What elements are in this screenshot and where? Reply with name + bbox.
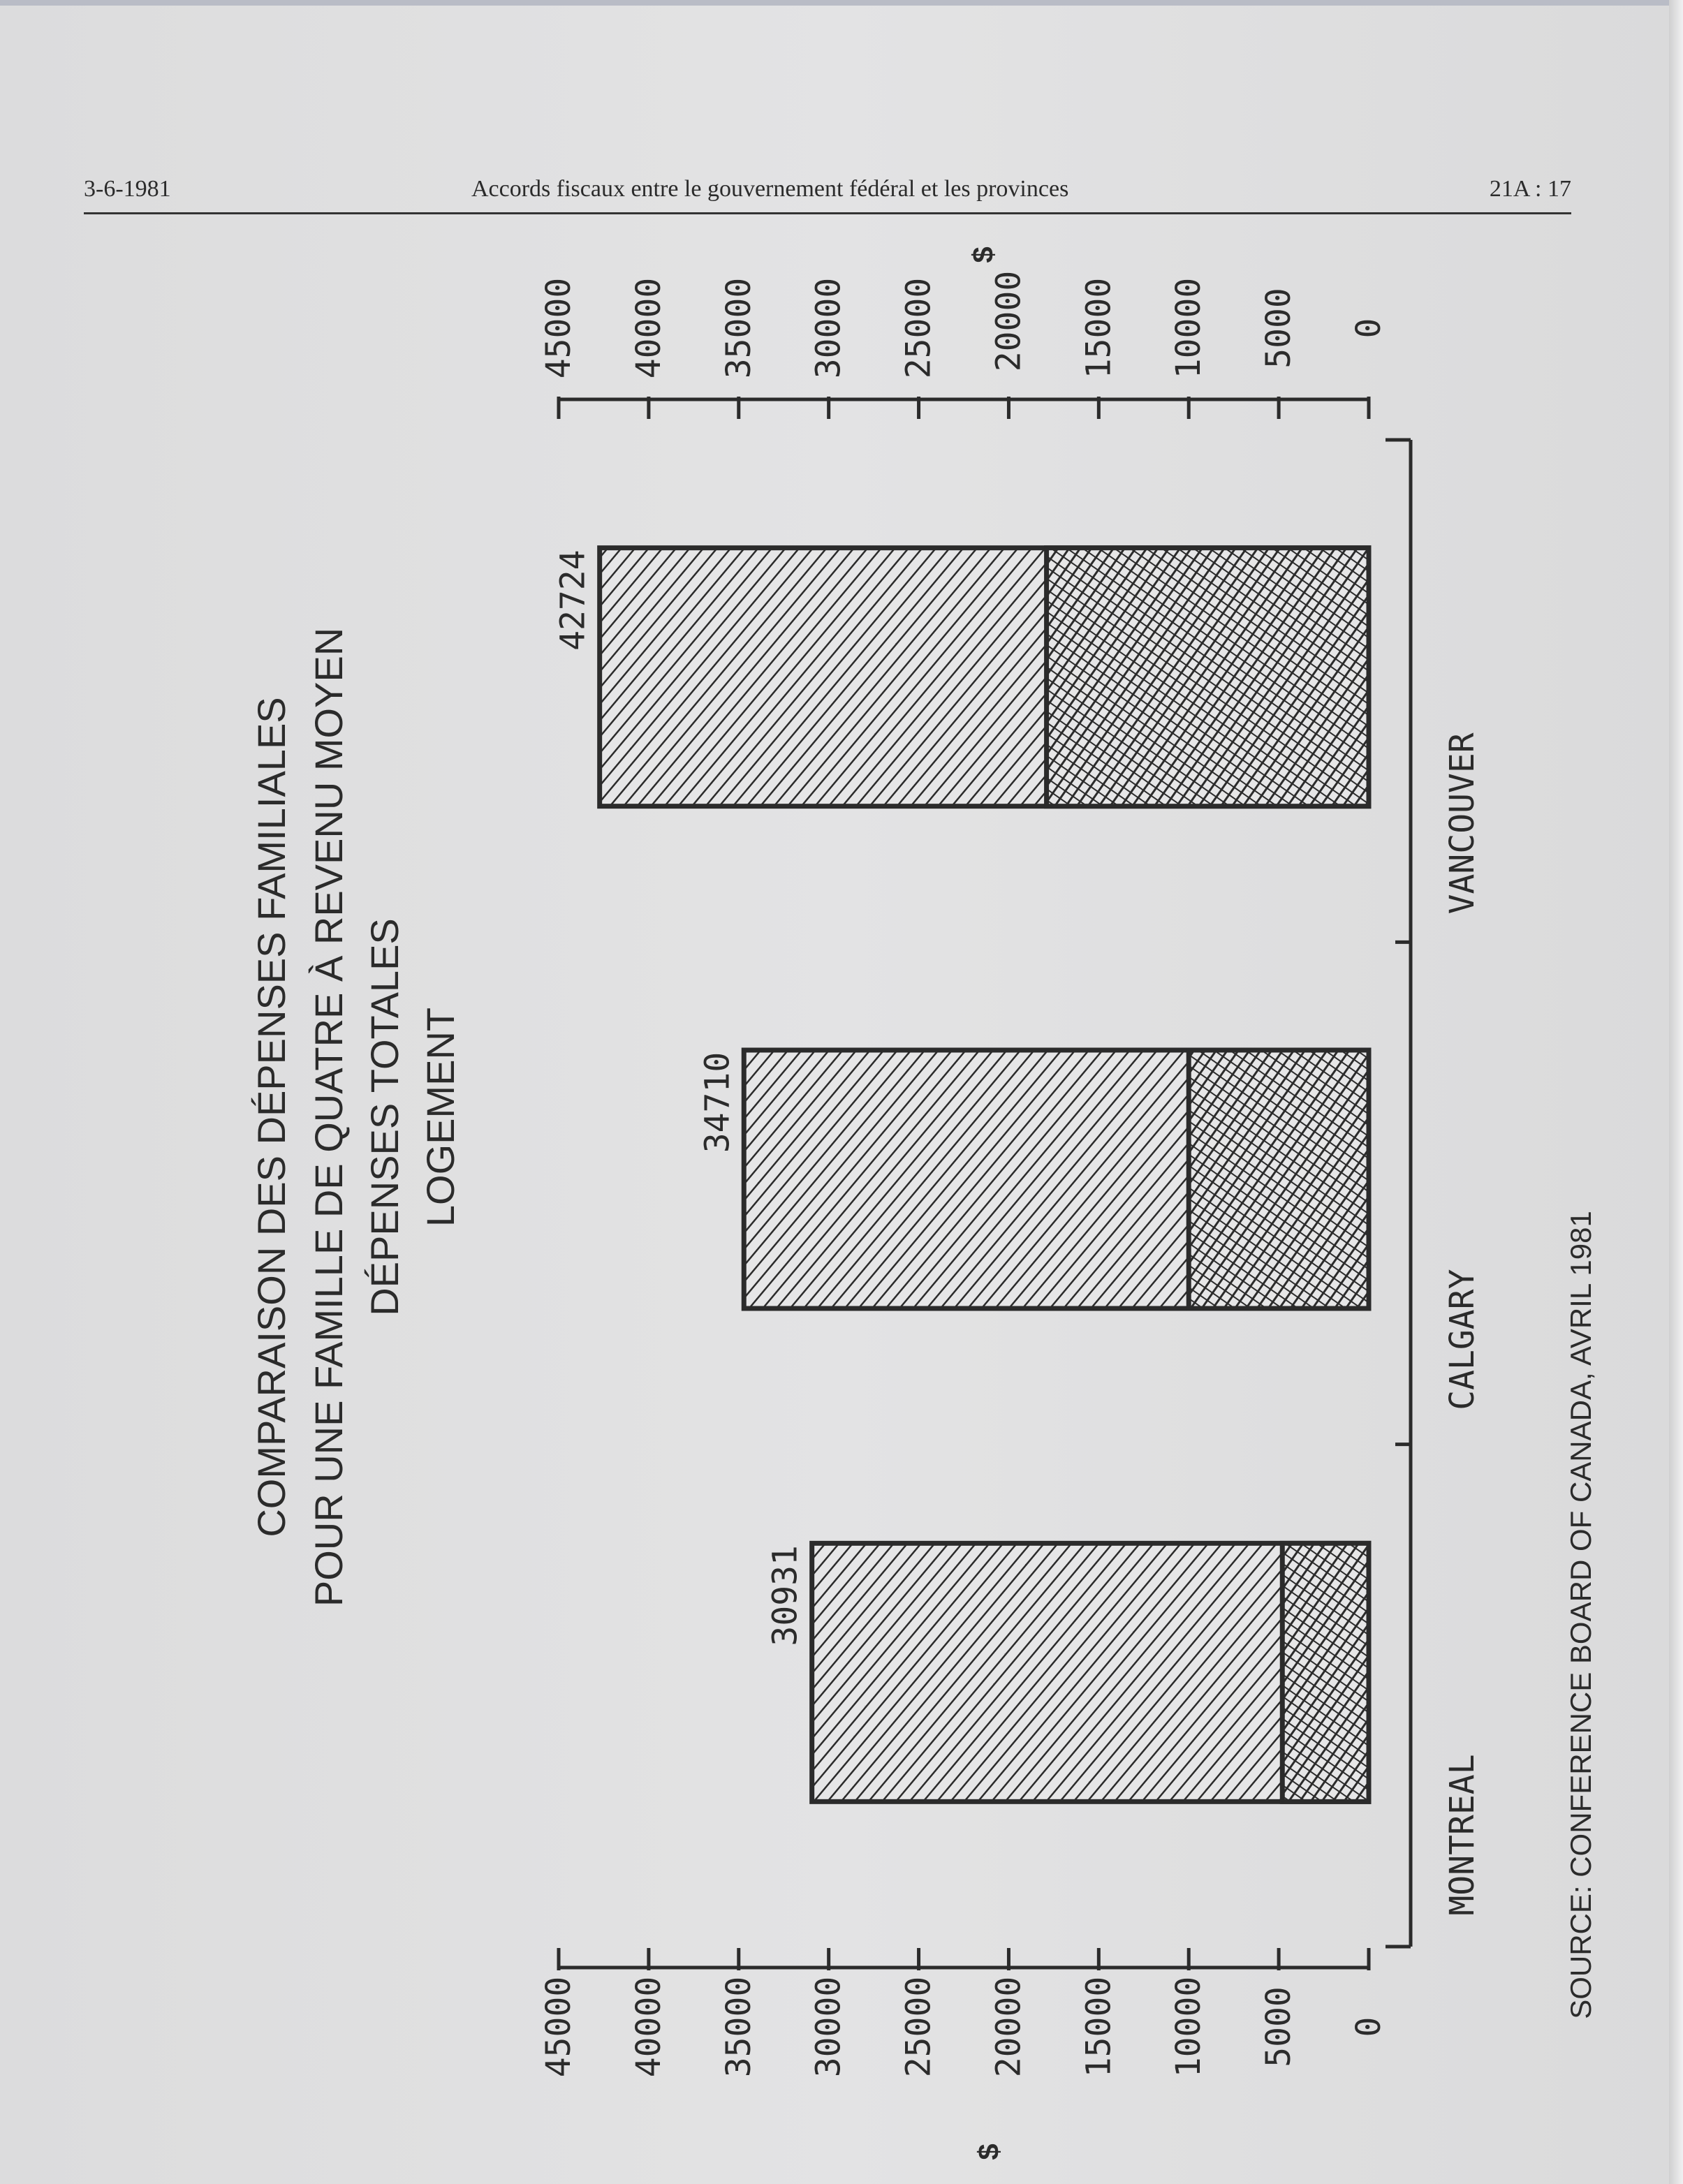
y-axis-right-tick-label: 20000 — [989, 270, 1029, 372]
y-axis-right-tick-label: 10000 — [1169, 277, 1209, 379]
y-axis-right-tick-label: 25000 — [899, 277, 939, 379]
y-axis-left-tick-label: 0 — [1349, 2016, 1388, 2037]
y-axis-right-tick-label: 30000 — [809, 277, 848, 379]
y-axis-left-tick-label: 45000 — [539, 1976, 578, 2078]
y-axis-left-tick-label: 20000 — [989, 1976, 1029, 2078]
y-axis-right-tick-label: 5000 — [1259, 288, 1299, 369]
y-axis-right — [539, 271, 1388, 419]
y-axis-right-unit: $ — [967, 246, 999, 263]
header-date: 3-6-1981 — [84, 176, 171, 202]
y-axis-left — [539, 1948, 1388, 2077]
header-page-number: 21A : 17 — [1489, 176, 1571, 202]
bar-housing — [1282, 1543, 1369, 1801]
bars-group — [554, 548, 1369, 1802]
bar-data-label: 34710 — [698, 1052, 737, 1153]
y-axis-right-tick-label: 45000 — [539, 277, 578, 379]
chart-title-line-1: COMPARAISON DES DÉPENSES FAMILIALES — [249, 697, 293, 1537]
y-axis-left-unit: $ — [972, 2144, 1005, 2160]
y-axis-left-tick-label: 15000 — [1079, 1976, 1119, 2078]
y-axis-right-tick-label: 35000 — [719, 277, 758, 379]
category-label: CALGARY — [1443, 1269, 1482, 1410]
y-axis-left-tick-label: 40000 — [629, 1976, 668, 2078]
category-label: VANCOUVER — [1443, 732, 1482, 915]
legend-total-spending: DÉPENSES TOTALES — [362, 918, 406, 1316]
y-axis-left-tick-label: 25000 — [899, 1976, 939, 2078]
category-label: MONTREAL — [1443, 1754, 1482, 1916]
y-axis-left-tick-label: 10000 — [1169, 1976, 1209, 2078]
bar-housing — [1189, 1050, 1369, 1308]
chart-source: SOURCE: CONFERENCE BOARD OF CANADA, AVRIL 1981 — [1564, 1211, 1597, 2019]
legend-housing: LOGEMENT — [418, 1007, 462, 1227]
y-axis-right-tick-label: 40000 — [629, 277, 668, 379]
bar-data-label: 42724 — [553, 549, 593, 651]
chart-title-line-2: POUR UNE FAMILLE DE QUATRE À REVENU MOYEN — [307, 627, 351, 1607]
y-axis-left-tick-label: 5000 — [1259, 1986, 1299, 2067]
y-axis-right-tick-label: 0 — [1349, 318, 1388, 339]
bar-housing — [1047, 548, 1369, 806]
header-title: Accords fiscaux entre le gouvernement fédéral et les provinces — [471, 176, 1069, 202]
y-axis-left-tick-label: 35000 — [719, 1976, 758, 2078]
bar-data-label: 30931 — [765, 1545, 805, 1646]
x-axis — [1386, 440, 1482, 1947]
y-axis-right-tick-label: 15000 — [1079, 277, 1119, 379]
y-axis-left-tick-label: 30000 — [809, 1976, 848, 2078]
